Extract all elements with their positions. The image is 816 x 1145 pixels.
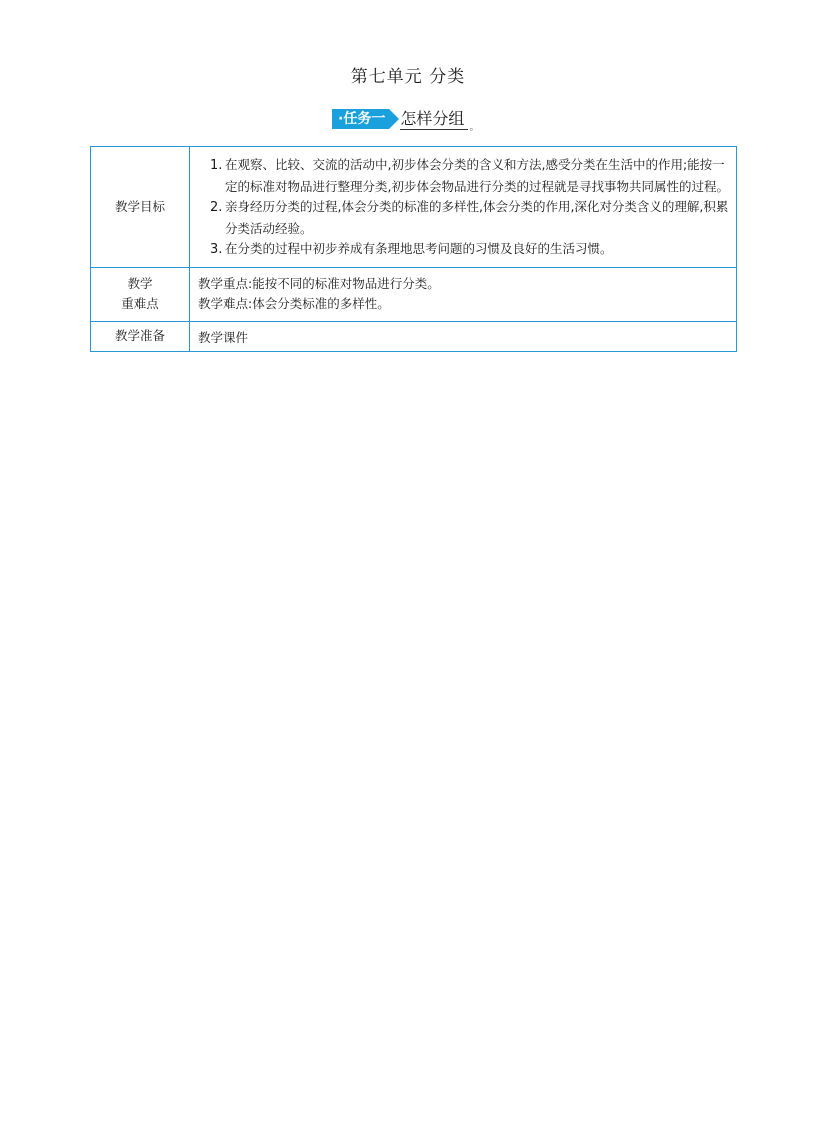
key-points-content [190,267,737,321]
goal-item [210,197,730,239]
preparation-label: 教学准备 [91,321,190,352]
unit-title: 第七单元 分类 [350,67,466,87]
task-dot: 。 [469,121,480,133]
goals-content [190,147,737,268]
teaching-focus: 教学重点:能按不同的标准对物品进行分类。 [198,275,440,291]
goal-list [198,151,730,263]
goal-text: 亲身经历分类的过程,体会分类的标准的多样性,体会分类的作用,深化对分类含义的理解,积累分类活动经验。 [225,199,729,236]
key-points-label-line1: 教学 [127,276,153,291]
task-name: 怎样分组 [400,109,468,130]
teaching-difficulty: 教学难点:体会分类标准的多样性。 [198,296,390,311]
preparation-content: 教学课件 [190,321,737,352]
table-row-preparation [91,321,737,352]
key-points-label-line2: 重难点 [121,296,159,311]
goal-item [210,239,730,261]
goal-number: 1. [210,158,223,173]
goal-item [210,155,730,197]
table-row-key-points [91,267,737,321]
goal-number: 3. [210,242,223,257]
key-points-label [91,267,190,321]
lesson-plan-table [90,146,737,352]
goals-label: 教学目标 [91,147,190,268]
task-badge: ·任务一 [332,109,389,129]
goal-text: 在分类的过程中初步养成有条理地思考问题的习惯及良好的生活习惯。 [225,241,613,256]
goal-text: 在观察、比较、交流的活动中,初步体会分类的含义和方法,感受分类在生活中的作用;能按一定的标准对物品进行整理分类,初步体会物品进行分类的过程就是寻找事物共同属性的过程。 [225,157,729,194]
task-heading [332,108,480,133]
goal-number: 2. [210,200,223,215]
table-row-goals [91,147,737,268]
